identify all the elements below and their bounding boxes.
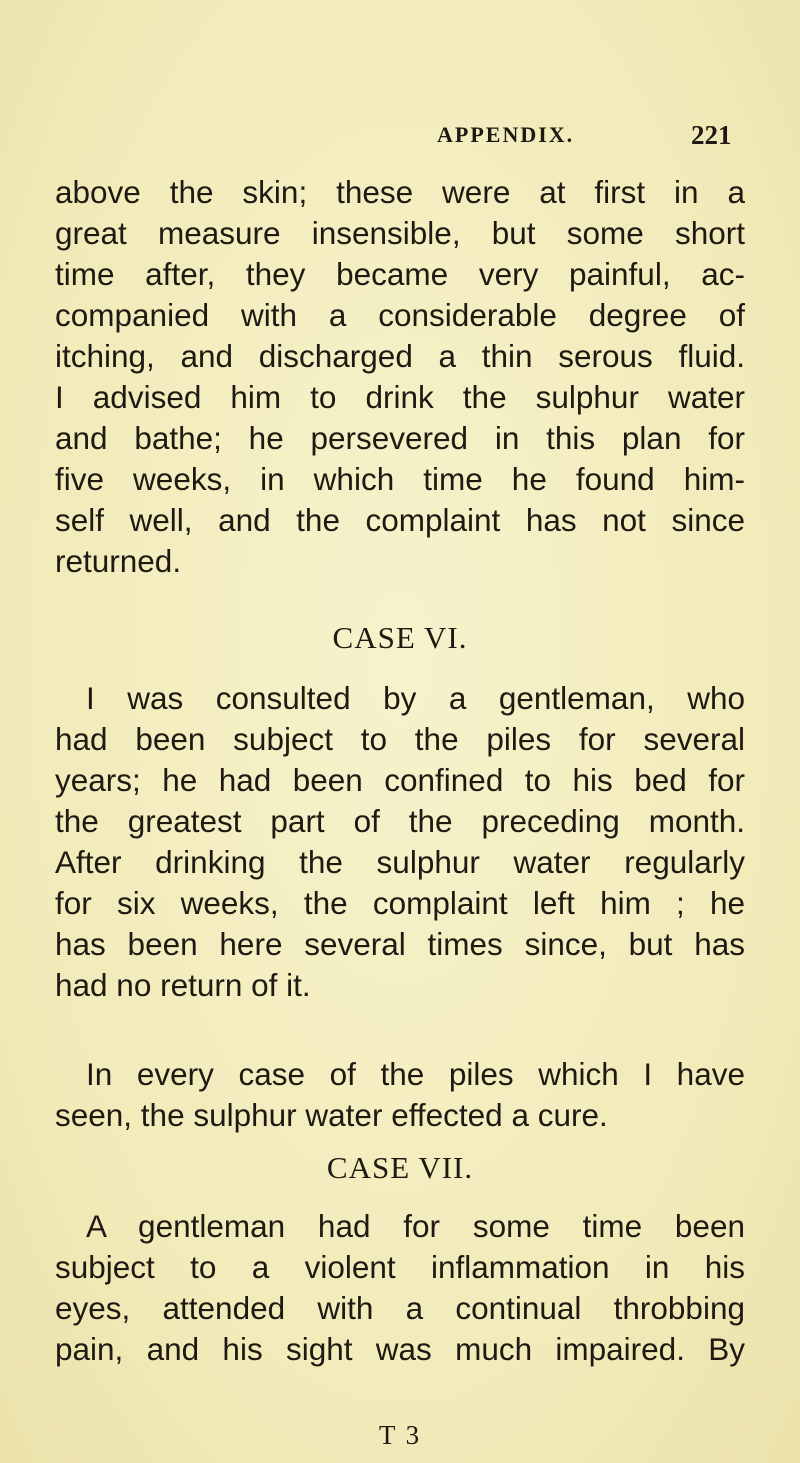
text-line: After drinking the sulphur water regularly <box>55 844 745 880</box>
paragraph-1 <box>55 172 745 582</box>
text-line: great measure insensible, but some short <box>55 215 745 251</box>
text-line: for six weeks, the complaint left him ; he <box>55 885 745 921</box>
text-line: years; he had been confined to his bed for <box>55 762 745 798</box>
text-line: A gentleman had for some time been <box>86 1208 745 1244</box>
text-line: I advised him to drink the sulphur water <box>55 379 745 415</box>
text-line: had been subject to the piles for several <box>55 721 745 757</box>
page-header <box>0 122 800 162</box>
paragraph-3 <box>55 1054 745 1136</box>
text-line: self well, and the complaint has not since <box>55 502 745 538</box>
case-vii-heading: CASE VII. <box>326 1150 474 1185</box>
text-line: above the skin; these were at first in a <box>55 174 745 210</box>
text-line: has been here several times since, but has <box>55 926 745 962</box>
text-line: companied with a considerable degree of <box>55 297 745 333</box>
text-line: In every case of the piles which I have <box>86 1056 745 1092</box>
text-line: I was consulted by a gentleman, who <box>86 680 745 716</box>
text-line: eyes, attended with a continual throbbing <box>55 1290 745 1326</box>
running-head: APPENDIX. <box>437 122 575 147</box>
text-line: pain, and his sight was much impaired. By <box>55 1331 745 1367</box>
case-vii-paragraph <box>55 1206 745 1370</box>
text-line: had no return of it. <box>55 967 311 1003</box>
page-number: 221 <box>691 120 732 150</box>
text-line: itching, and discharged a thin serous fluid. <box>55 338 745 374</box>
text-line: the greatest part of the preceding month. <box>55 803 745 839</box>
text-line: seen, the sulphur water effected a cure. <box>55 1097 608 1133</box>
text-line: returned. <box>55 543 182 579</box>
text-line: subject to a violent inflammation in his <box>55 1249 745 1285</box>
text-line: and bathe; he persevered in this plan for <box>55 420 745 456</box>
text-line: five weeks, in which time he found him- <box>55 461 745 497</box>
signature-mark: T 3 <box>378 1420 422 1450</box>
case-vi-heading: CASE VI. <box>332 620 468 655</box>
text-line: time after, they became very painful, ac- <box>55 256 745 292</box>
case-vi-paragraph <box>55 678 745 1006</box>
